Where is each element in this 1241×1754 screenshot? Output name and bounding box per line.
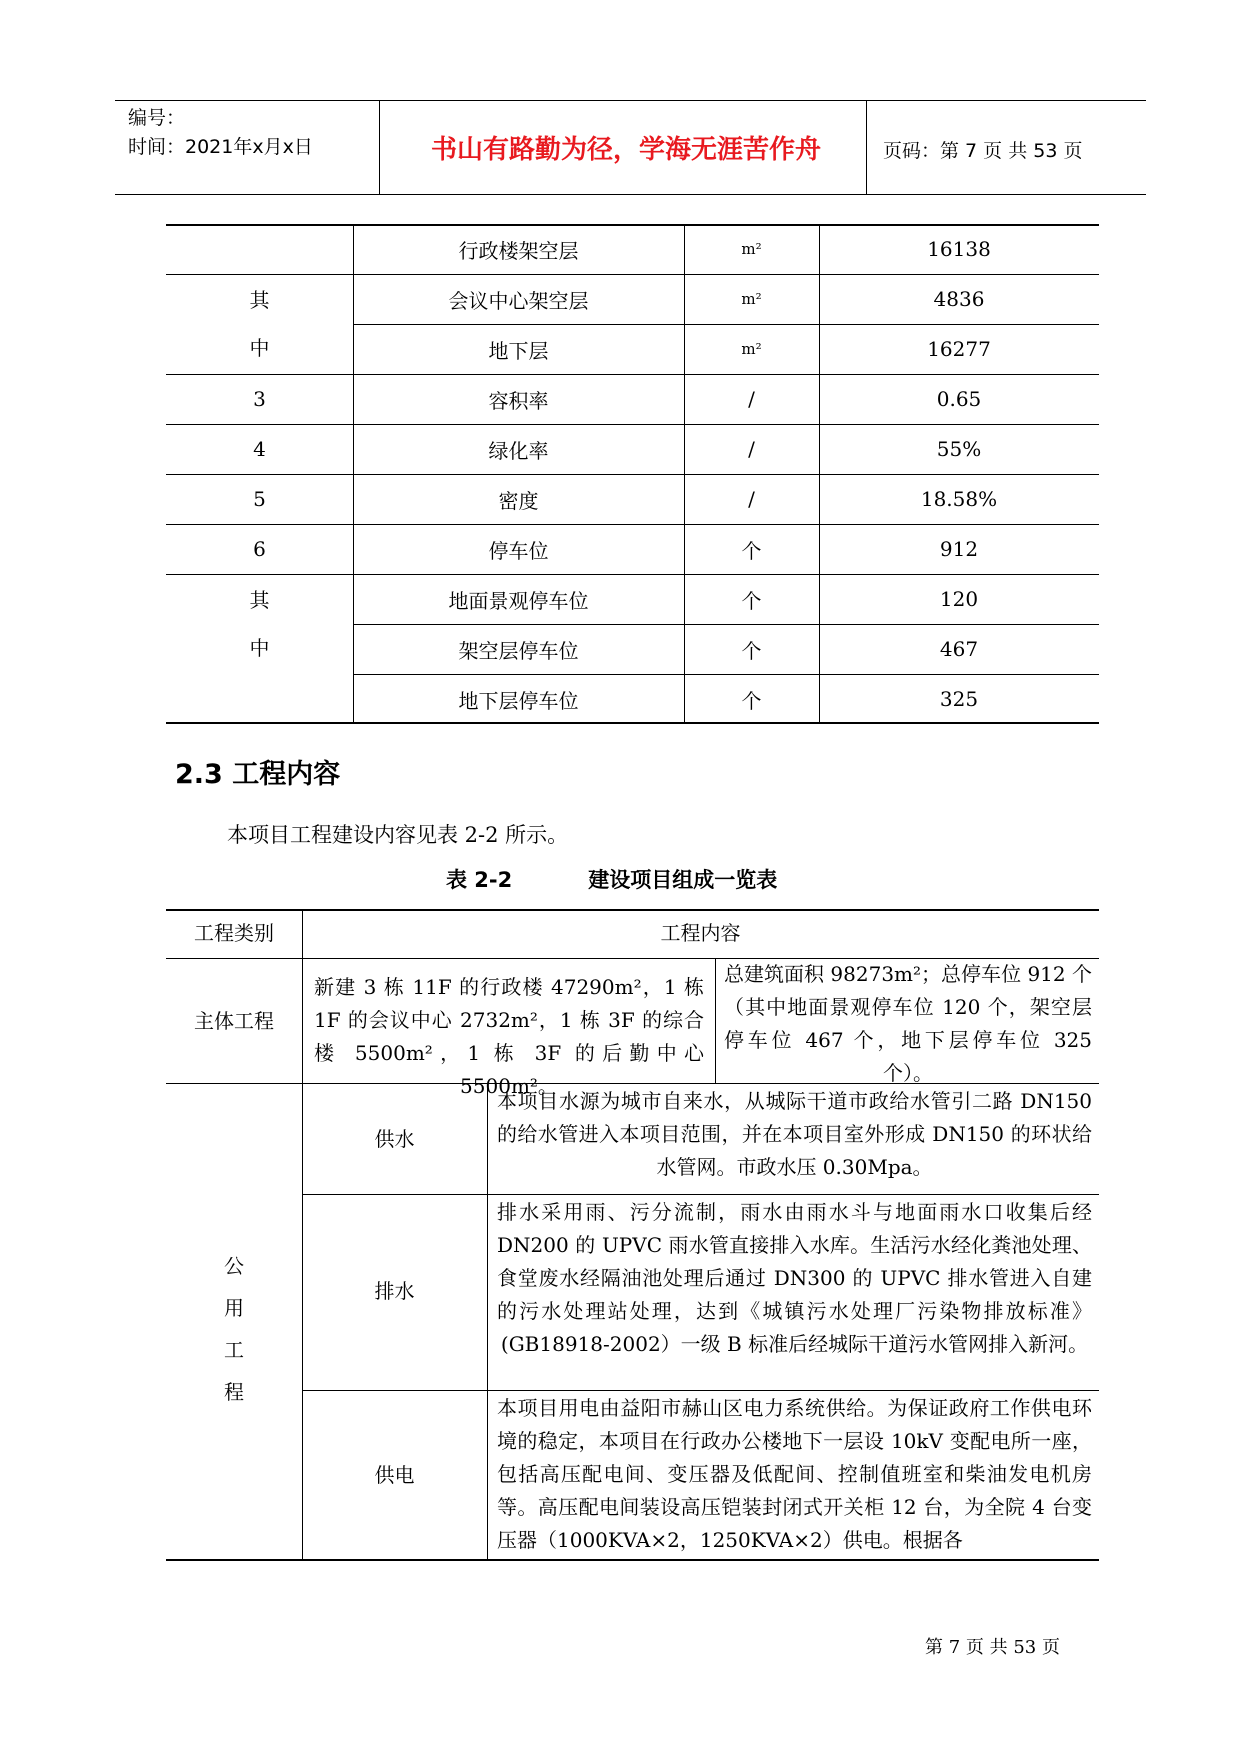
table-cell-unit: 个: [741, 638, 762, 663]
header-category: 工程类别: [194, 921, 274, 945]
row-divider: [302, 1390, 1099, 1391]
header-meta: [128, 104, 313, 162]
section-intro: 本项目工程建设内容见表 2-2 所示。: [227, 823, 569, 847]
table-cell-unit: 个: [741, 688, 762, 713]
header-divider: [379, 100, 380, 194]
drainage-text: 排水采用雨、污分流制，雨水由雨水斗与地面雨水口收集后经 DN200 的 UPVC 雨水管直接排入水库。生活污水经化粪池处理、食堂废水经隔油池处理后通过 DN300 的 UPVC 排水管进入自建的污水处理站处理，达到《城镇污水处理厂污染物排放标准》(GB18918-2002）一级 B 标准后经城际干道污水管网排入新河。: [497, 1200, 1092, 1356]
date-label: 时间：2021年x月x日: [128, 136, 313, 158]
category-char: 工: [224, 1338, 244, 1362]
section-title: 2.3 工程内容: [175, 759, 341, 790]
table-cell-no: 3: [253, 387, 266, 411]
table-cell-unit: /: [748, 387, 755, 411]
table-caption: [446, 864, 777, 894]
caption-title: 建设项目组成一览表: [588, 868, 778, 892]
table-cell-item: 密度: [498, 488, 539, 513]
table-cell-value: 4836: [933, 287, 985, 311]
power-supply-text: 本项目用电由益阳市赫山区电力系统供给。为保证政府工作供电环境的稳定，本项目在行政办公楼地下一层设 10kV 变配电所一座，包括高压配电间、变压器及低配间、控制值班室和柴油发电机房等。高压配电间装设高压铠装封闭式开关柜 12 台，为全院 4 台变压器（1000KVA×2，1250KVA×2）供电。根据各: [497, 1396, 1092, 1552]
group-label-char: 其: [249, 588, 270, 612]
caption-number: 表 2-2: [446, 868, 513, 892]
water-supply-text: 本项目水源为城市自来水，从城际干道市政给水管引二路 DN150 的给水管进入本项目范围，并在本项目室外形成 DN150 的环状给水管网。市政水压 0.30Mpa。: [497, 1089, 1092, 1179]
main-right-content: 总建筑面积 98273m²；总停车位 912 个（其中地面景观停车位 120 个，架空层停车位 467 个，地下层停车位 325 个）。: [724, 962, 1092, 1085]
table-cell-value: 16277: [927, 337, 991, 361]
serial-label: 编号：: [128, 107, 186, 129]
drainage-name: 排水: [374, 1279, 415, 1303]
table-cell-value: 55%: [936, 437, 982, 461]
header-bottom-rule: [115, 194, 1146, 195]
table-cell-no: 4: [253, 437, 266, 461]
table-cell-item: 地面景观停车位: [448, 588, 589, 613]
table-cell-unit: m²: [741, 290, 762, 308]
water-supply-name: 供水: [374, 1127, 415, 1151]
page-footer: 第 7 页 共 53 页: [925, 1637, 1060, 1658]
table-cell-item: 地下层: [488, 338, 549, 363]
public-category: [166, 1245, 302, 1413]
table-cell-item: 地下层停车位: [458, 688, 579, 713]
table-cell-unit: /: [748, 437, 755, 461]
table-cell-item: 会议中心架空层: [448, 288, 589, 313]
group-label: [166, 574, 353, 674]
table-cell-unit: m²: [741, 340, 762, 358]
table-cell-unit: /: [748, 487, 755, 511]
table-cell-item: 绿化率: [488, 438, 549, 463]
group-label-char: 中: [249, 336, 270, 360]
table-cell-item: 停车位: [488, 538, 549, 563]
header-top-rule: [115, 100, 1146, 101]
table-cell-value: 0.65: [936, 387, 982, 411]
category-char: 公: [224, 1254, 244, 1278]
group-label-char: 中: [249, 636, 270, 660]
category-char: 程: [224, 1380, 244, 1404]
table-cell-item: 行政楼架空层: [458, 238, 579, 263]
table-cell-item: 架空层停车位: [458, 638, 579, 663]
column-divider: [715, 958, 716, 1083]
power-supply-name: 供电: [374, 1463, 415, 1487]
composition-table: [166, 909, 1099, 1561]
group-label-char: 其: [249, 288, 270, 312]
main-category: 主体工程: [194, 1009, 274, 1033]
table-top-rule: [166, 909, 1099, 911]
main-left-content: 新建 3 栋 11F 的行政楼 47290m²，1 栋 1F 的会议中心 2732m²，1 栋 3F 的综合楼 5500m²，1 栋 3F 的后勤中心 5500m²。: [314, 975, 704, 1098]
table-cell-value: 16138: [927, 237, 991, 261]
table-cell-unit: m²: [741, 240, 762, 258]
table-cell-item: 容积率: [488, 388, 549, 413]
header-content: 工程内容: [660, 921, 741, 945]
header-page-info: 页码：第 7 页 共 53 页: [883, 140, 1083, 162]
table-cell-no: 6: [253, 537, 266, 561]
table-cell-value: 912: [939, 537, 979, 561]
group-label: [166, 274, 353, 374]
table-bottom-rule: [166, 1559, 1099, 1561]
column-divider: [487, 1083, 488, 1561]
table-cell-unit: 个: [741, 538, 762, 563]
table-cell-value: 18.58%: [920, 487, 998, 511]
table-cell-value: 120: [939, 587, 979, 611]
indicator-table: [166, 224, 1099, 724]
table-cell-value: 325: [939, 687, 979, 711]
row-divider: [302, 1194, 1099, 1195]
table-cell-value: 467: [939, 637, 979, 661]
table-cell-unit: 个: [741, 588, 762, 613]
category-char: 用: [224, 1296, 244, 1320]
table-cell-no: 5: [253, 487, 266, 511]
header-motto: 书山有路勤为径，学海无涯苦作舟: [430, 135, 821, 165]
